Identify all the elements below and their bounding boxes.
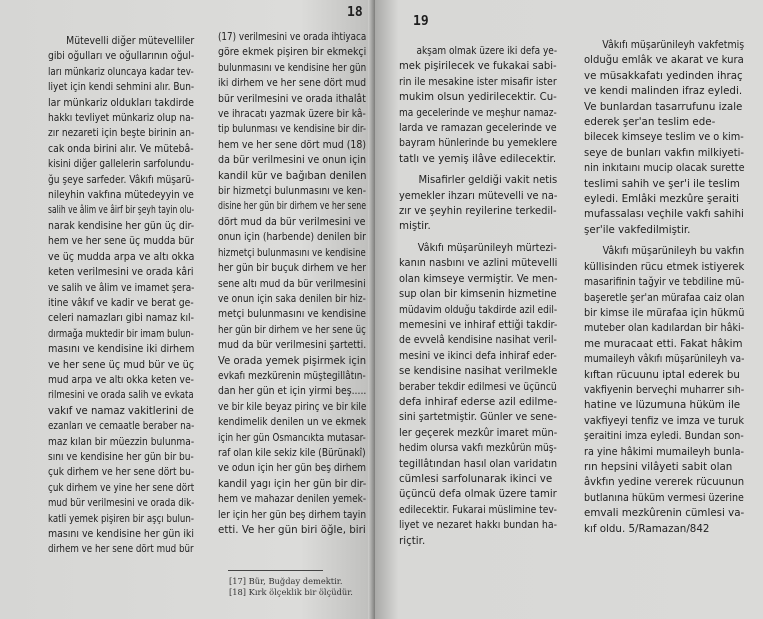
text-line: tip bulunması ve kendisine bir dir-: [218, 123, 367, 136]
text-line: her gün bir buçuk dirhem ve her: [218, 262, 366, 275]
text-line: Ve orada yemek pişirmek için: [218, 354, 367, 367]
text-line: tegillâtından hasıl olan varidatın: [399, 457, 558, 470]
text-line: hakkı tevliyet münkariz olup na-: [48, 112, 194, 125]
left-column-1: [48, 34, 194, 558]
text-line: zır ve şeyhin reyilerine terkedil-: [399, 205, 557, 218]
text-line: cak onda birini alır. Ve mütebâ-: [48, 142, 194, 155]
text-line: masını ve kendisine her gün iki: [48, 528, 194, 540]
text-line: her gün bir dirhem ve her sene üç: [218, 323, 366, 336]
text-line: kıf oldu. 5/Ramazan/842: [584, 522, 710, 535]
paragraph: [399, 173, 557, 235]
right-column-1: [399, 44, 557, 549]
paragraph: [399, 241, 557, 549]
text-line: onun için (harbende) denilen bir: [218, 231, 366, 244]
text-line: celeri namazları gibi namaz kıl-: [48, 312, 195, 325]
text-line: ma gecelerinde ve meşhur namaz-: [399, 106, 557, 119]
text-line: etti. Ve her gün biri öğle, biri: [218, 524, 366, 536]
text-line: cümlesi sarfolunarak ikinci ve: [399, 472, 553, 485]
text-line: [18] Kırk ölçeklik bir ölçüdür.: [229, 587, 353, 597]
text-line: hatine ve lüzumuna hüküm ile: [584, 399, 741, 412]
text-line: (17) verilmesini ve orada ihtiyaca: [218, 31, 367, 43]
text-line: ezanları ve cemaatle beraber na-: [48, 420, 195, 433]
text-line: dan her gün et için yirmi beş.....: [218, 385, 367, 398]
text-line: [17] Bür, Buğday demektir.: [229, 576, 343, 586]
text-line: zır nezareti için beşte birinin an-: [48, 127, 195, 140]
page-number-left: 18: [347, 5, 363, 20]
text-line: katli yemek pişiren bir aşçı bulun-: [48, 512, 194, 525]
text-line: ler için her gün beş dirhem tayin: [218, 508, 367, 521]
text-line: Vâkıfı müşarünileyh mürtezi-: [417, 241, 557, 254]
text-line: kıftan rücuunu iptal ederek bu: [584, 368, 740, 381]
text-line: rilmesini ve orada salih ve evkata: [48, 389, 194, 402]
text-line: bir hizmetçi bulunmasını ve ken-: [218, 185, 366, 198]
left-page: [0, 0, 375, 619]
text-line: ve onun için saka denilen bir hiz-: [218, 292, 366, 305]
text-line: hedim olursa vakfı mezkûrün müş-: [399, 442, 557, 455]
text-line: evkafı mezkürenin müştegillâtın-: [218, 369, 366, 382]
text-line: da bür verilmesini ve onun için: [218, 154, 367, 167]
text-line: ve ihracatı yazmak üzere bir kâ-: [218, 108, 366, 121]
text-line: larda ve ramazan gecelerinde ve: [399, 122, 557, 135]
text-line: mumaileyh vâkıfı müşarünileyh va-: [584, 353, 745, 366]
text-line: maz kılan bir müezzin bulunma-: [48, 435, 195, 448]
text-line: sup olan bir kimsenin hizmetine: [399, 288, 557, 301]
text-line: akşam olmak üzere iki defa ye-: [416, 45, 558, 57]
text-line: masarifinin tağyir ve tebdiline mü-: [584, 276, 745, 289]
text-line: mek pişirilecek ve fukakai sabi-: [399, 60, 557, 73]
text-line: ederek şer'an teslim ede-: [584, 116, 716, 129]
text-line: itine vâkıf ve kadir ve berat ge-: [48, 296, 194, 309]
text-line: hem ve her sene dört mud (18): [218, 138, 367, 151]
text-line: me muracaat etti. Fakat hâkim: [584, 337, 743, 350]
text-line: vakfiyeyi tenfiz ve imza ve turuk: [584, 414, 745, 427]
text-line: salih ve âlim ve âirf bir şeyh tayin olu-: [48, 204, 195, 217]
text-line: Vâkıfı müşarünileyh bu vakfın: [602, 245, 745, 258]
text-line: riçtir.: [399, 534, 426, 547]
text-line: liyet ve nezaret hakkı bundan ha-: [399, 519, 558, 532]
paragraph: [399, 44, 557, 167]
text-line: ğu şeye sarfeder. Vâkıfı müşarü-: [48, 173, 195, 186]
text-line: keten verilmesini ve orada kâri: [48, 266, 194, 279]
text-line: ve salih ve âlim ve imamet şera-: [48, 281, 195, 294]
text-line: şeraitini imza eyledi. Bundan son-: [584, 430, 744, 443]
text-line: hem ve her sene üç mudda bür: [48, 235, 195, 248]
text-line: de evvelâ kendisine nasihat veril-: [399, 334, 557, 347]
left-column-2: [218, 30, 366, 538]
text-line: nileyhin vakfına mütedeyyin ve: [48, 189, 194, 202]
text-line: mukim olsun yedirilecektir. Cu-: [399, 91, 557, 104]
text-line: olan kimseye vermiştir. Ve men-: [399, 272, 558, 285]
text-line: iki dirhem ve her sene dört mud: [218, 77, 367, 90]
text-line: butlanına hüküm vermesi üzerine: [584, 491, 744, 504]
text-line: sini şartetmiştir. Günler ve sene-: [399, 411, 557, 424]
text-line: başeretle şer'an mürafaa caiz olan: [584, 291, 745, 304]
text-line: ler geçerek mezkûr imaret mün-: [399, 426, 558, 439]
text-line: nin inkıtaını mucip olacak surette: [584, 162, 745, 175]
text-line: şer'ile vakfedilmiştir.: [584, 223, 691, 236]
text-line: defa inhiraf ederse azil edilme-: [399, 395, 558, 408]
text-line: kandil kür ve bağıban denilen: [218, 169, 367, 182]
text-line: küllisinden rücu etmek istiyerek: [584, 260, 745, 273]
text-line: bilecek kimseye teslim ve o kim-: [584, 131, 744, 144]
text-line: beraber tekdir edilmesi ve üçüncü: [399, 380, 557, 393]
text-line: mesini ve ikinci defa inhiraf eder-: [399, 349, 557, 362]
text-line: ve kendi malinden ifraz eyledi.: [584, 85, 743, 98]
text-line: ve üç mudda arpa ve altı okka: [48, 250, 195, 263]
text-line: müdavim olduğu takdirde azil edil-: [399, 303, 558, 316]
right-column-2: [584, 38, 744, 537]
text-line: edilecektir. Fukarai müslimine tev-: [399, 503, 557, 516]
text-line: rin ile mesakine ister misafir ister: [399, 75, 557, 88]
text-line: vakfiyenin berveçhi muharrer sıh-: [584, 383, 745, 396]
text-line: dört mud da bür verilmesini ve: [218, 215, 366, 228]
footnote-divider: [228, 570, 323, 571]
text-line: memesini ve inhiraf ettiği takdir-: [399, 318, 558, 331]
text-line: Mütevelli diğer mütevelliler: [66, 35, 195, 47]
text-line: hizmetçi bulunmasını ve kendisine: [218, 246, 366, 259]
text-line: masını ve kendisine iki dirhem: [48, 343, 195, 356]
text-line: dırmağa muktedir bir imam bulun-: [48, 327, 194, 340]
text-line: dirhem ve her sene dört mud bür: [48, 543, 194, 556]
text-line: Ve bunlardan tasarrufunu izale: [584, 100, 743, 113]
paragraph: [584, 244, 744, 537]
text-line: ra yine hâkimi mumaileyh bunla-: [584, 445, 745, 458]
text-line: hem ve mahazar denilen yemek-: [218, 493, 367, 506]
text-line: ları münkariz oluncaya kadar tev-: [48, 65, 194, 78]
text-line: göre ekmek pişiren bir ekmekçi: [218, 46, 367, 59]
text-line: gibi oğulları ve oğullarının oğul-: [48, 50, 195, 63]
text-line: narak kendisine her gün üç dir-: [48, 219, 195, 232]
text-line: disine her gün bir dirhem ve her sene: [218, 200, 367, 213]
text-line: ve her sene üç mud bür ve üç: [48, 358, 195, 371]
text-line: liyet için kendi sehmini alır. Bun-: [48, 81, 195, 94]
text-line: teslimi sahih ve şer'i ile teslim: [584, 177, 740, 190]
text-line: sene altı mud da bür verilmesini: [218, 277, 366, 290]
text-line: için her gün Osmancıkta mutasar-: [218, 431, 366, 444]
text-line: yemekler ihzarı mütevelli ve na-: [399, 189, 558, 202]
text-line: mufassalası veçhile vakfı sahihi: [584, 208, 744, 221]
text-line: olduğu emlâk ve akarat ve kura: [584, 54, 744, 67]
text-line: bir kimse ile mürafaa için hükmü: [584, 306, 745, 319]
text-line: miştir.: [399, 220, 431, 233]
text-line: metçi bulunmasını ve kendisine: [218, 308, 367, 321]
text-line: mud arpa ve altı okka keten ve-: [48, 373, 194, 386]
text-line: kisini diğer gallelerin sarfolundu-: [48, 158, 195, 171]
text-line: kendimelik denilen un ve ekmek: [218, 416, 367, 429]
text-line: eyledi. Emlâki mezkûre şeraiti: [584, 193, 739, 206]
text-line: üçüncü defa olmak üzere tamir: [399, 488, 557, 501]
text-line: tatlı ve yemiş ilâve edilecektir.: [399, 152, 557, 165]
right-page: [375, 0, 763, 619]
text-line: âvkfın yedine vererek rücuunun: [584, 476, 745, 489]
text-line: çuk dirhem ve yine her sene dört: [48, 481, 195, 494]
paragraph: [584, 38, 744, 238]
text-line: emvali mezkûrenin cümlesi va-: [584, 507, 745, 520]
text-line: bulunmasını ve kendisine her gün: [218, 61, 367, 74]
text-line: rın hepsini vilâyeti sabit olan: [584, 460, 733, 473]
text-line: mud bür verilmesini ve orada dik-: [48, 497, 195, 510]
footnotes: [229, 576, 369, 598]
text-line: Vâkıfı müşarünileyh vakfetmiş: [602, 39, 745, 51]
text-line: lar münkariz oldukları takdirde: [48, 96, 194, 109]
text-line: sını ve kendisine her gün bir bu-: [48, 450, 194, 463]
text-line: bür verilmesini ve orada ithalât: [218, 92, 366, 105]
text-line: mud da bür verilmesini şartetti.: [218, 339, 367, 352]
text-line: Misafirler geldiği vakit netis: [418, 174, 558, 187]
text-line: kanın nasbını ve azlini mütevelli: [399, 257, 558, 270]
text-line: ve odun için her gün beş dirhem: [218, 462, 367, 475]
text-line: seye de bunları vakfın milkiyeti-: [584, 146, 745, 159]
text-line: se kendisine nasihat verilmekle: [399, 365, 558, 378]
text-line: vakıf ve namaz vakitlerini de: [48, 404, 194, 417]
text-line: muteber olan kadılardan bir hâki-: [584, 322, 745, 335]
text-line: kandil yagı için her gün bir dir-: [218, 477, 367, 490]
text-line: raf olan kile sekiz kile (Bürünakî): [218, 446, 366, 459]
text-line: bayram hünlerinde bu yemeklere: [399, 137, 558, 150]
text-line: çuk dirhem ve her sene dört bu-: [48, 466, 195, 479]
text-line: ve müsakkafatı yedinden ihraç: [584, 69, 743, 82]
page-number-right: 19: [413, 14, 429, 29]
text-line: ve bir kile beyaz pirinç ve bir kile: [218, 400, 367, 413]
